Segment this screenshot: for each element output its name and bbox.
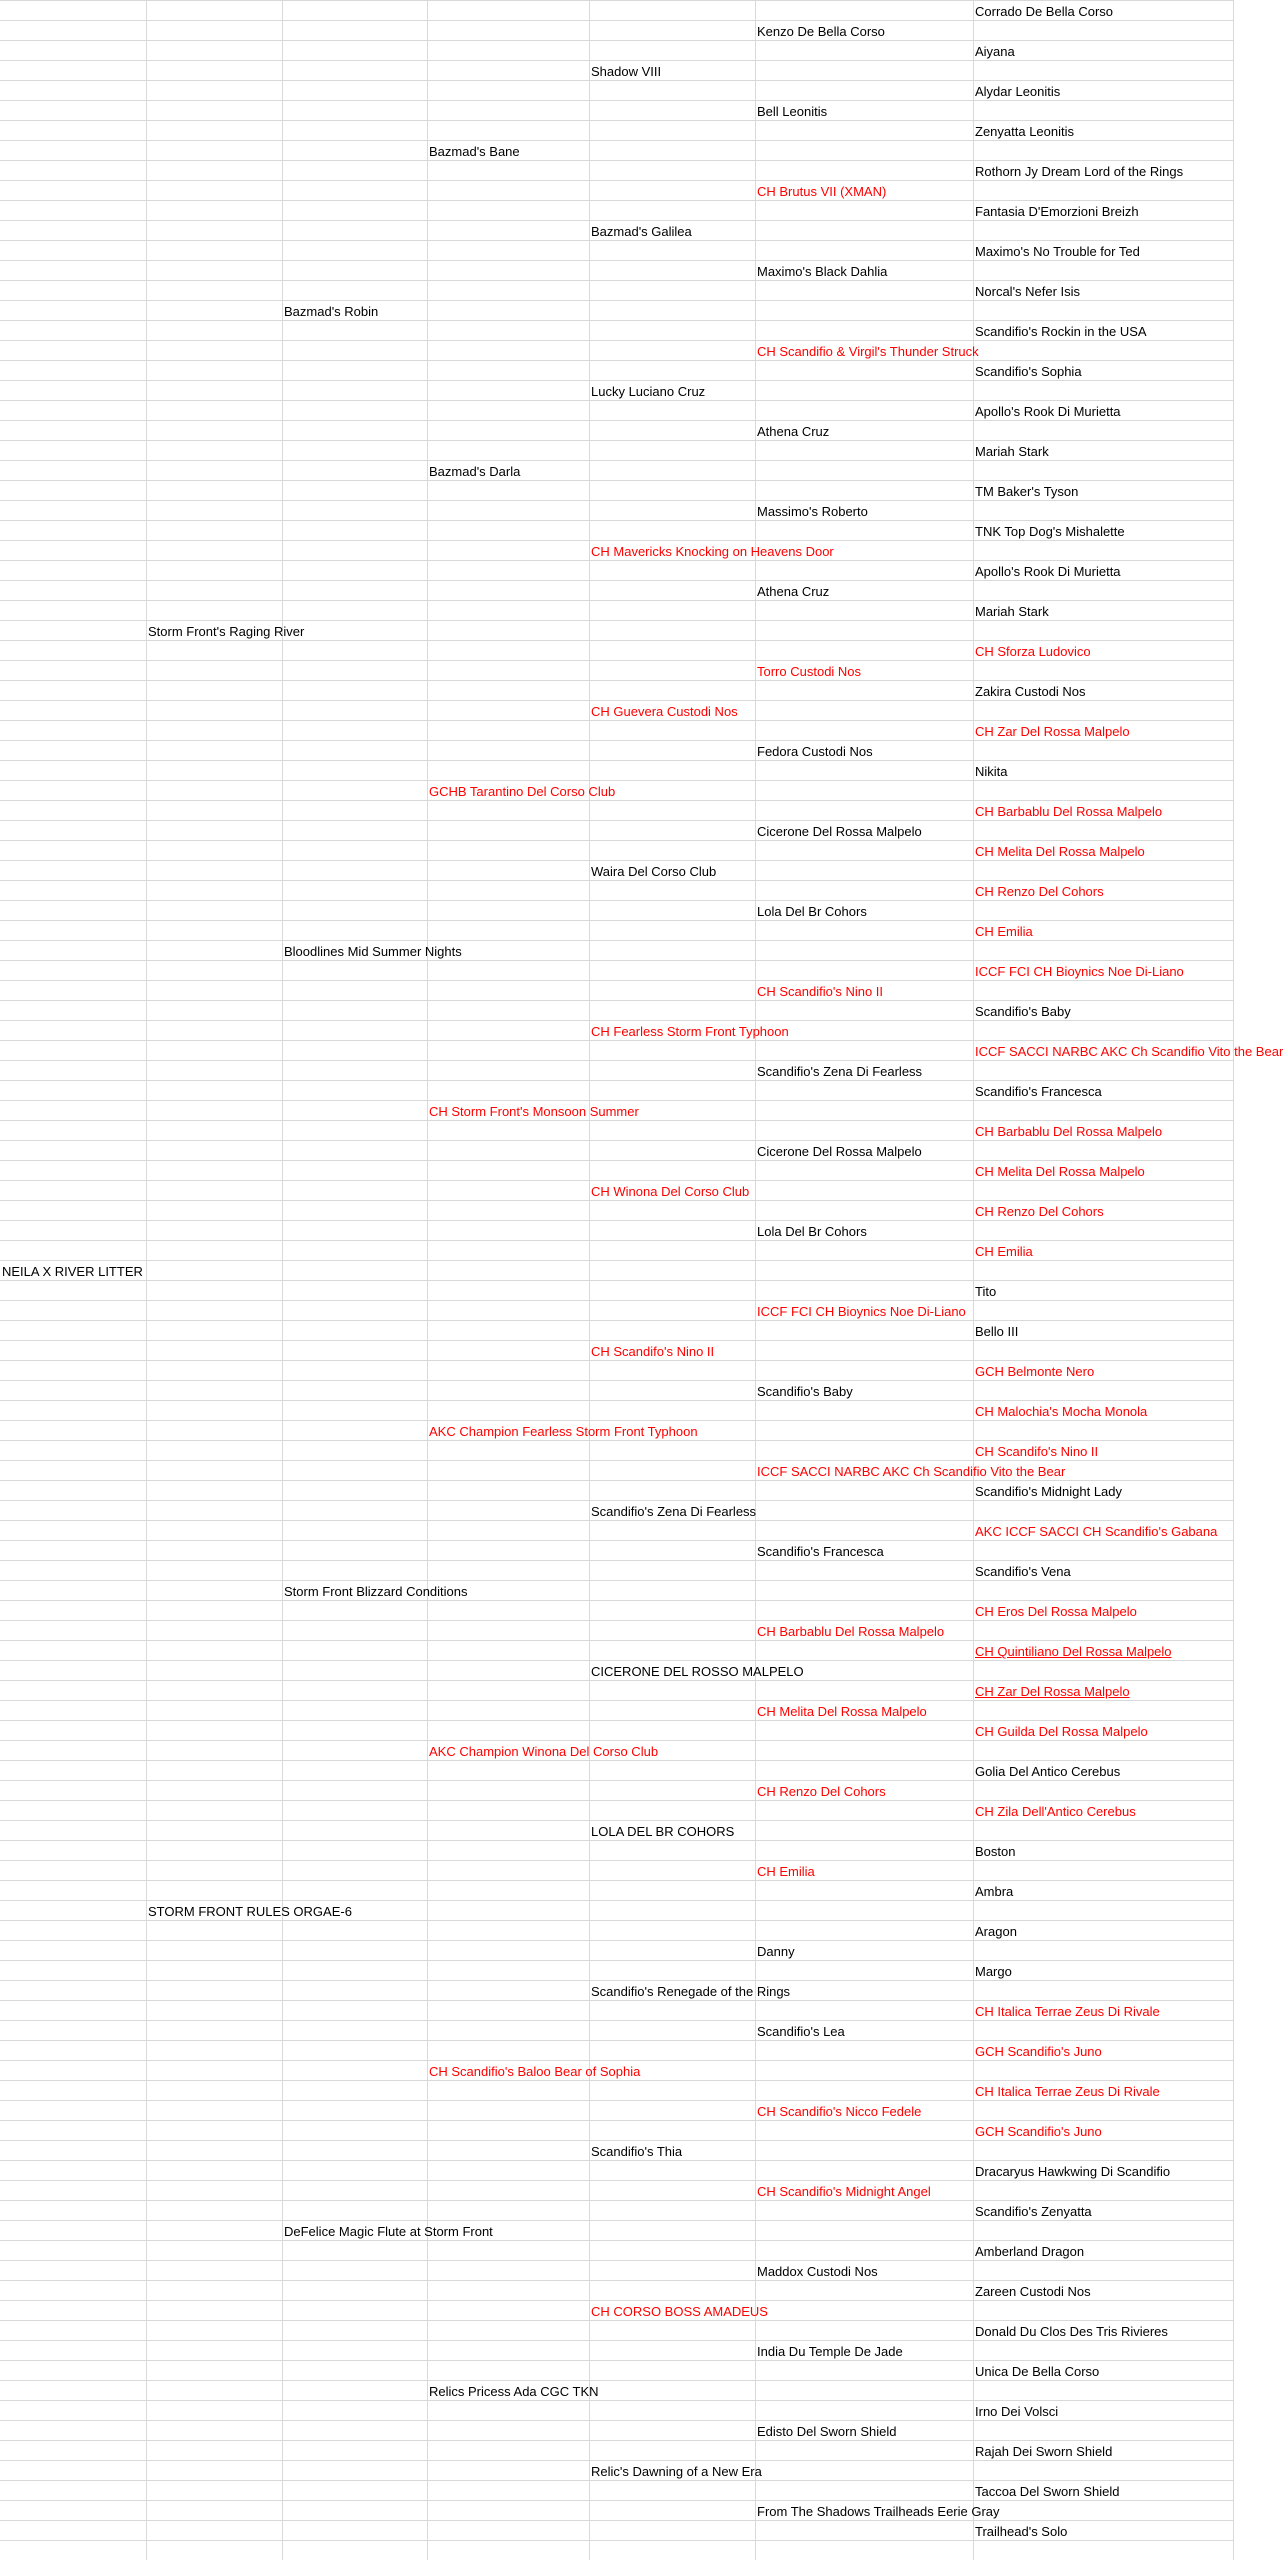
pedigree-cell-gen-6[interactable]: Apollo's Rook Di Murietta	[975, 564, 1121, 579]
pedigree-cell-gen-6[interactable]: Norcal's Nefer Isis	[975, 284, 1081, 299]
pedigree-cell-gen-6[interactable]: Unica De Bella Corso	[975, 2364, 1100, 2379]
pedigree-cell-gen-6[interactable]: Rajah Dei Sworn Shield	[975, 2444, 1113, 2459]
pedigree-cell-gen-5[interactable]: Cicerone Del Rossa Malpelo	[757, 1144, 922, 1159]
pedigree-cell-gen-6[interactable]: Maximo's No Trouble for Ted	[975, 244, 1140, 259]
pedigree-cell-gen-6[interactable]: CH Renzo Del Cohors	[975, 884, 1104, 899]
pedigree-cell-gen-6[interactable]: Tito	[975, 1284, 997, 1299]
pedigree-cell-gen-5[interactable]: Maximo's Black Dahlia	[757, 264, 888, 279]
pedigree-cell-gen-4[interactable]: CH Winona Del Corso Club	[591, 1184, 750, 1199]
pedigree-cell-gen-6[interactable]: Scandifio's Vena	[975, 1564, 1071, 1579]
pedigree-cell-gen-2[interactable]: DeFelice Magic Flute at Storm Front	[284, 2224, 493, 2239]
pedigree-cell-gen-5[interactable]: Kenzo De Bella Corso	[757, 24, 885, 39]
pedigree-cell-gen-5[interactable]: Athena Cruz	[757, 584, 830, 599]
pedigree-cell-gen-1[interactable]: Storm Front's Raging River	[148, 624, 305, 639]
pedigree-cell-gen-5[interactable]: From The Shadows Trailheads Eerie Gray	[757, 2504, 1000, 2519]
pedigree-cell-gen-3[interactable]: Bazmad's Darla	[429, 464, 521, 479]
pedigree-cell-gen-6[interactable]: CH Quintiliano Del Rossa Malpelo	[975, 1644, 1172, 1659]
pedigree-cell-gen-5[interactable]: Lola Del Br Cohors	[757, 1224, 867, 1239]
pedigree-cell-gen-4[interactable]: CH CORSO BOSS AMADEUS	[591, 2304, 768, 2319]
pedigree-cell-gen-4[interactable]: CICERONE DEL ROSSO MALPELO	[591, 1664, 804, 1679]
pedigree-cell-gen-6[interactable]: CH Barbablu Del Rossa Malpelo	[975, 804, 1163, 819]
pedigree-cell-gen-4[interactable]: Scandifio's Thia	[591, 2144, 683, 2159]
pedigree-cell-gen-6[interactable]: Zakira Custodi Nos	[975, 684, 1086, 699]
pedigree-cell-gen-3[interactable]: CH Scandifio's Baloo Bear of Sophia	[429, 2064, 641, 2079]
pedigree-cell-gen-6[interactable]: Amberland Dragon	[975, 2244, 1085, 2259]
pedigree-cell-gen-6[interactable]: CH Zar Del Rossa Malpelo	[975, 1684, 1130, 1699]
pedigree-cell-gen-6[interactable]: CH Renzo Del Cohors	[975, 1204, 1104, 1219]
pedigree-cell-gen-3[interactable]: CH Storm Front's Monsoon Summer	[429, 1104, 639, 1119]
pedigree-cell-gen-6[interactable]: Scandifio's Midnight Lady	[975, 1484, 1123, 1499]
pedigree-cell-gen-6[interactable]: Trailhead's Solo	[975, 2524, 1068, 2539]
pedigree-cell-gen-5[interactable]: Torro Custodi Nos	[757, 664, 862, 679]
pedigree-cell-gen-6[interactable]: Apollo's Rook Di Murietta	[975, 404, 1121, 419]
pedigree-cell-gen-6[interactable]: CH Melita Del Rossa Malpelo	[975, 844, 1145, 859]
pedigree-cell-gen-4[interactable]: Scandifio's Zena Di Fearless	[591, 1504, 757, 1519]
pedigree-cell-gen-5[interactable]: Fedora Custodi Nos	[757, 744, 873, 759]
pedigree-cell-gen-6[interactable]: TM Baker's Tyson	[975, 484, 1079, 499]
pedigree-cell-gen-6[interactable]: Margo	[975, 1964, 1012, 1979]
pedigree-cell-gen-6[interactable]: Scandifio's Sophia	[975, 364, 1082, 379]
pedigree-cell-gen-5[interactable]: CH Melita Del Rossa Malpelo	[757, 1704, 927, 1719]
pedigree-cell-gen-6[interactable]: GCH Belmonte Nero	[975, 1364, 1095, 1379]
pedigree-cell-gen-6[interactable]: CH Italica Terrae Zeus Di Rivale	[975, 2084, 1160, 2099]
pedigree-cell-gen-6[interactable]: CH Italica Terrae Zeus Di Rivale	[975, 2004, 1160, 2019]
pedigree-cell-gen-6[interactable]: Zenyatta Leonitis	[975, 124, 1075, 139]
pedigree-cell-gen-6[interactable]: Bello III	[975, 1324, 1019, 1339]
pedigree-cell-gen-5[interactable]: Scandifio's Baby	[757, 1384, 853, 1399]
pedigree-cell-gen-6[interactable]: CH Emilia	[975, 924, 1033, 939]
pedigree-cell-gen-6[interactable]: Nikita	[975, 764, 1008, 779]
pedigree-cell-gen-5[interactable]: ICCF FCI CH Bioynics Noe Di-Liano	[757, 1304, 966, 1319]
pedigree-cell-gen-5[interactable]: CH Scandifio & Virgil's Thunder Struck	[757, 344, 979, 359]
pedigree-cell-gen-6[interactable]: Boston	[975, 1844, 1016, 1859]
pedigree-cell-gen-5[interactable]: Cicerone Del Rossa Malpelo	[757, 824, 922, 839]
pedigree-cell-gen-5[interactable]: Scandifio's Zena Di Fearless	[757, 1064, 923, 1079]
pedigree-cell-gen-5[interactable]: CH Brutus VII (XMAN)	[757, 184, 887, 199]
pedigree-cell-gen-2[interactable]: Storm Front Blizzard Conditions	[284, 1584, 468, 1599]
pedigree-cell-gen-1[interactable]: STORM FRONT RULES ORGAE-6	[148, 1904, 352, 1919]
pedigree-cell-gen-5[interactable]: CH Barbablu Del Rossa Malpelo	[757, 1624, 945, 1639]
pedigree-cell-gen-6[interactable]: CH Zar Del Rossa Malpelo	[975, 724, 1130, 739]
pedigree-cell-gen-6[interactable]: Ambra	[975, 1884, 1014, 1899]
pedigree-cell-gen-6[interactable]: Corrado De Bella Corso	[975, 4, 1114, 19]
pedigree-cell-gen-6[interactable]: CH Eros Del Rossa Malpelo	[975, 1604, 1137, 1619]
pedigree-cell-gen-4[interactable]: Shadow VIII	[591, 64, 662, 79]
pedigree-cell-gen-4[interactable]: Bazmad's Galilea	[591, 224, 692, 239]
pedigree-cell-gen-5[interactable]: Bell Leonitis	[757, 104, 828, 119]
pedigree-cell-gen-5[interactable]: CH Renzo Del Cohors	[757, 1784, 886, 1799]
pedigree-cell-gen-6[interactable]: Irno Dei Volsci	[975, 2404, 1059, 2419]
pedigree-cell-gen-5[interactable]: Danny	[757, 1944, 795, 1959]
pedigree-cell-gen-5[interactable]: Scandifio's Lea	[757, 2024, 845, 2039]
pedigree-cell-gen-3[interactable]: Relics Pricess Ada CGC TKN	[429, 2384, 599, 2399]
pedigree-cell-gen-4[interactable]: Scandifio's Renegade of the Rings	[591, 1984, 791, 1999]
pedigree-cell-gen-5[interactable]: Athena Cruz	[757, 424, 830, 439]
pedigree-cell-gen-6[interactable]: CH Barbablu Del Rossa Malpelo	[975, 1124, 1163, 1139]
pedigree-cell-gen-3[interactable]: AKC Champion Fearless Storm Front Typhoon	[429, 1424, 698, 1439]
pedigree-cell-gen-6[interactable]: Taccoa Del Sworn Shield	[975, 2484, 1120, 2499]
pedigree-cell-gen-6[interactable]: CH Guilda Del Rossa Malpelo	[975, 1724, 1148, 1739]
pedigree-cell-gen-4[interactable]: Relic's Dawning of a New Era	[591, 2464, 762, 2479]
pedigree-cell-gen-6[interactable]: Rothorn Jy Dream Lord of the Rings	[975, 164, 1184, 179]
pedigree-cell-gen-4[interactable]: Lucky Luciano Cruz	[591, 384, 706, 399]
pedigree-cell-gen-6[interactable]: GCH Scandifio's Juno	[975, 2044, 1102, 2059]
pedigree-cell-gen-5[interactable]: CH Scandifio's Midnight Angel	[757, 2184, 931, 2199]
pedigree-cell-gen-2[interactable]: Bloodlines Mid Summer Nights	[284, 944, 462, 959]
pedigree-cell-gen-3[interactable]: Bazmad's Bane	[429, 144, 520, 159]
pedigree-cell-gen-4[interactable]: CH Guevera Custodi Nos	[591, 704, 738, 719]
pedigree-cell-gen-6[interactable]: CH Sforza Ludovico	[975, 644, 1091, 659]
pedigree-cell-gen-4[interactable]: CH Scandifo's Nino II	[591, 1344, 715, 1359]
pedigree-cell-gen-6[interactable]: Aragon	[975, 1924, 1017, 1939]
pedigree-cell-gen-4[interactable]: CH Mavericks Knocking on Heavens Door	[591, 544, 834, 559]
pedigree-cell-gen-6[interactable]: CH Scandifo's Nino II	[975, 1444, 1099, 1459]
pedigree-cell-gen-6[interactable]: CH Emilia	[975, 1244, 1033, 1259]
pedigree-cell-gen-6[interactable]: Golia Del Antico Cerebus	[975, 1764, 1121, 1779]
pedigree-cell-gen-5[interactable]: ICCF SACCI NARBC AKC Ch Scandifio Vito the Bear	[757, 1464, 1066, 1479]
pedigree-cell-gen-0[interactable]: NEILA X RIVER LITTER	[2, 1264, 143, 1279]
pedigree-cell-gen-6[interactable]: Zareen Custodi Nos	[975, 2284, 1091, 2299]
pedigree-cell-gen-6[interactable]: Scandifio's Rockin in the USA	[975, 324, 1147, 339]
pedigree-cell-gen-5[interactable]: CH Scandifio's Nino II	[757, 984, 884, 999]
pedigree-cell-gen-5[interactable]: India Du Temple De Jade	[757, 2344, 903, 2359]
pedigree-cell-gen-5[interactable]: CH Emilia	[757, 1864, 815, 1879]
pedigree-cell-gen-6[interactable]: TNK Top Dog's Mishalette	[975, 524, 1125, 539]
pedigree-cell-gen-3[interactable]: AKC Champion Winona Del Corso Club	[429, 1744, 659, 1759]
pedigree-cell-gen-5[interactable]: Edisto Del Sworn Shield	[757, 2424, 897, 2439]
pedigree-cell-gen-5[interactable]: CH Scandifio's Nicco Fedele	[757, 2104, 922, 2119]
pedigree-cell-gen-6[interactable]: CH Malochia's Mocha Monola	[975, 1404, 1148, 1419]
pedigree-cell-gen-4[interactable]: CH Fearless Storm Front Typhoon	[591, 1024, 789, 1039]
pedigree-cell-gen-6[interactable]: AKC ICCF SACCI CH Scandifio's Gabana	[975, 1524, 1218, 1539]
pedigree-cell-gen-3[interactable]: GCHB Tarantino Del Corso Club	[429, 784, 616, 799]
pedigree-cell-gen-5[interactable]: Lola Del Br Cohors	[757, 904, 867, 919]
pedigree-cell-gen-6[interactable]: Mariah Stark	[975, 444, 1049, 459]
pedigree-cell-gen-6[interactable]: Fantasia D'Emorzioni Breizh	[975, 204, 1139, 219]
pedigree-cell-gen-5[interactable]: Scandifio's Francesca	[757, 1544, 884, 1559]
pedigree-cell-gen-5[interactable]: Massimo's Roberto	[757, 504, 868, 519]
pedigree-cell-gen-4[interactable]: LOLA DEL BR COHORS	[591, 1824, 735, 1839]
pedigree-cell-gen-6[interactable]: Scandifio's Baby	[975, 1004, 1071, 1019]
pedigree-cell-gen-6[interactable]: Mariah Stark	[975, 604, 1049, 619]
pedigree-cell-gen-6[interactable]: Donald Du Clos Des Tris Rivieres	[975, 2324, 1168, 2339]
pedigree-cell-gen-6[interactable]: ICCF SACCI NARBC AKC Ch Scandifio Vito the Bear	[975, 1044, 1283, 1059]
pedigree-cell-gen-6[interactable]: CH Zila Dell'Antico Cerebus	[975, 1804, 1136, 1819]
pedigree-cell-gen-6[interactable]: GCH Scandifio's Juno	[975, 2124, 1102, 2139]
pedigree-cell-gen-4[interactable]: Waira Del Corso Club	[591, 864, 717, 879]
pedigree-cell-gen-6[interactable]: ICCF FCI CH Bioynics Noe Di-Liano	[975, 964, 1184, 979]
pedigree-cell-gen-6[interactable]: Alydar Leonitis	[975, 84, 1061, 99]
pedigree-cell-gen-5[interactable]: Maddox Custodi Nos	[757, 2264, 878, 2279]
pedigree-cell-gen-6[interactable]: CH Melita Del Rossa Malpelo	[975, 1164, 1145, 1179]
pedigree-cell-gen-6[interactable]: Scandifio's Zenyatta	[975, 2204, 1092, 2219]
pedigree-cell-gen-6[interactable]: Aiyana	[975, 44, 1015, 59]
pedigree-cell-gen-6[interactable]: Scandifio's Francesca	[975, 1084, 1102, 1099]
pedigree-cell-gen-2[interactable]: Bazmad's Robin	[284, 304, 379, 319]
pedigree-cell-gen-6[interactable]: Dracaryus Hawkwing Di Scandifio	[975, 2164, 1171, 2179]
